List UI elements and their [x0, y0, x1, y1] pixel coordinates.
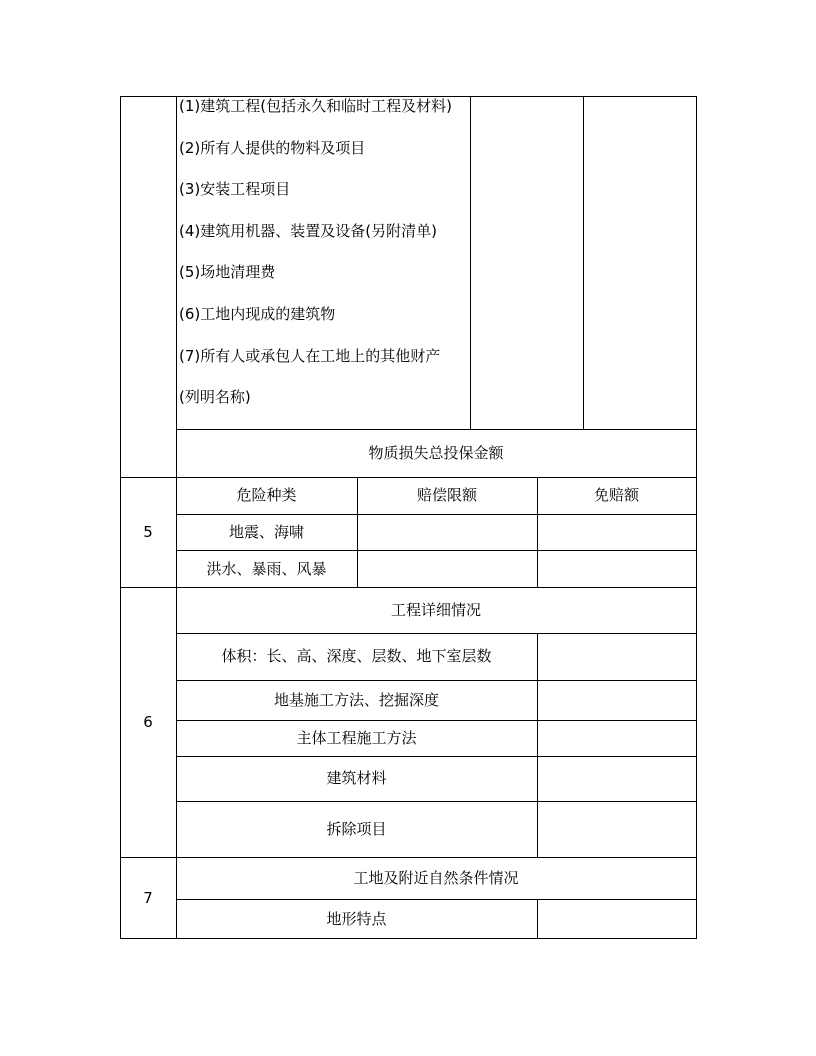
- insured-item: (7)所有人或承包人在工地上的其他财产: [179, 347, 441, 365]
- table-divider-col: [537, 633, 538, 857]
- table-divider-row: [176, 756, 697, 757]
- table-border-bottom: [120, 938, 697, 939]
- section-number: 5: [143, 523, 153, 541]
- section-number: 6: [143, 713, 153, 731]
- insured-item: (2)所有人提供的物料及项目: [179, 139, 366, 157]
- table-divider-col: [176, 96, 177, 939]
- table-divider-row: [120, 857, 697, 858]
- table-divider-row: [120, 587, 697, 588]
- insured-item: (4)建筑用机器、装置及设备(另附清单): [179, 222, 437, 240]
- table-divider-row: [176, 429, 697, 430]
- detail-row-label: 体积：长、高、深度、层数、地下室层数: [221, 647, 492, 665]
- insured-item: (5)场地清理费: [179, 263, 276, 281]
- detail-row-label: 拆除项目: [326, 820, 387, 838]
- table-divider-col: [470, 96, 471, 430]
- table-divider-row: [176, 633, 697, 634]
- risk-row-label: 地震、海啸: [228, 523, 304, 541]
- header-indemnity-limit: 赔偿限额: [416, 486, 477, 504]
- section-title: 工程详细情况: [390, 601, 481, 619]
- insured-item: (3)安装工程项目: [179, 180, 291, 198]
- detail-row-label: 建筑材料: [326, 769, 387, 787]
- insured-item: (列明名称): [179, 388, 251, 406]
- table-divider-row: [176, 514, 697, 515]
- risk-row-label: 洪水、暴雨、风暴: [206, 560, 327, 578]
- table-divider-row: [176, 720, 697, 721]
- table-divider-col: [583, 96, 584, 430]
- insured-item: (6)工地内现成的建筑物: [179, 305, 336, 323]
- total-insured-label: 物质损失总投保金额: [368, 444, 504, 462]
- table-divider-col: [537, 899, 538, 939]
- detail-row-label: 主体工程施工方法: [296, 729, 417, 747]
- table-divider-row: [176, 550, 697, 551]
- header-risk-type: 危险种类: [236, 486, 297, 504]
- insured-item: (1)建筑工程(包括永久和临时工程及材料): [179, 97, 452, 115]
- section-title: 工地及附近自然条件情况: [353, 869, 519, 887]
- table-divider-row: [120, 477, 697, 478]
- condition-row-label: 地形特点: [326, 910, 387, 928]
- table-border-left: [120, 96, 121, 939]
- table-divider-row: [176, 899, 697, 900]
- table-divider-row: [176, 680, 697, 681]
- header-deductible: 免赔额: [593, 486, 639, 504]
- table-divider-row: [176, 801, 697, 802]
- detail-row-label: 地基施工方法、挖掘深度: [273, 691, 439, 709]
- section-number: 7: [143, 889, 153, 907]
- table-border-right: [696, 96, 697, 939]
